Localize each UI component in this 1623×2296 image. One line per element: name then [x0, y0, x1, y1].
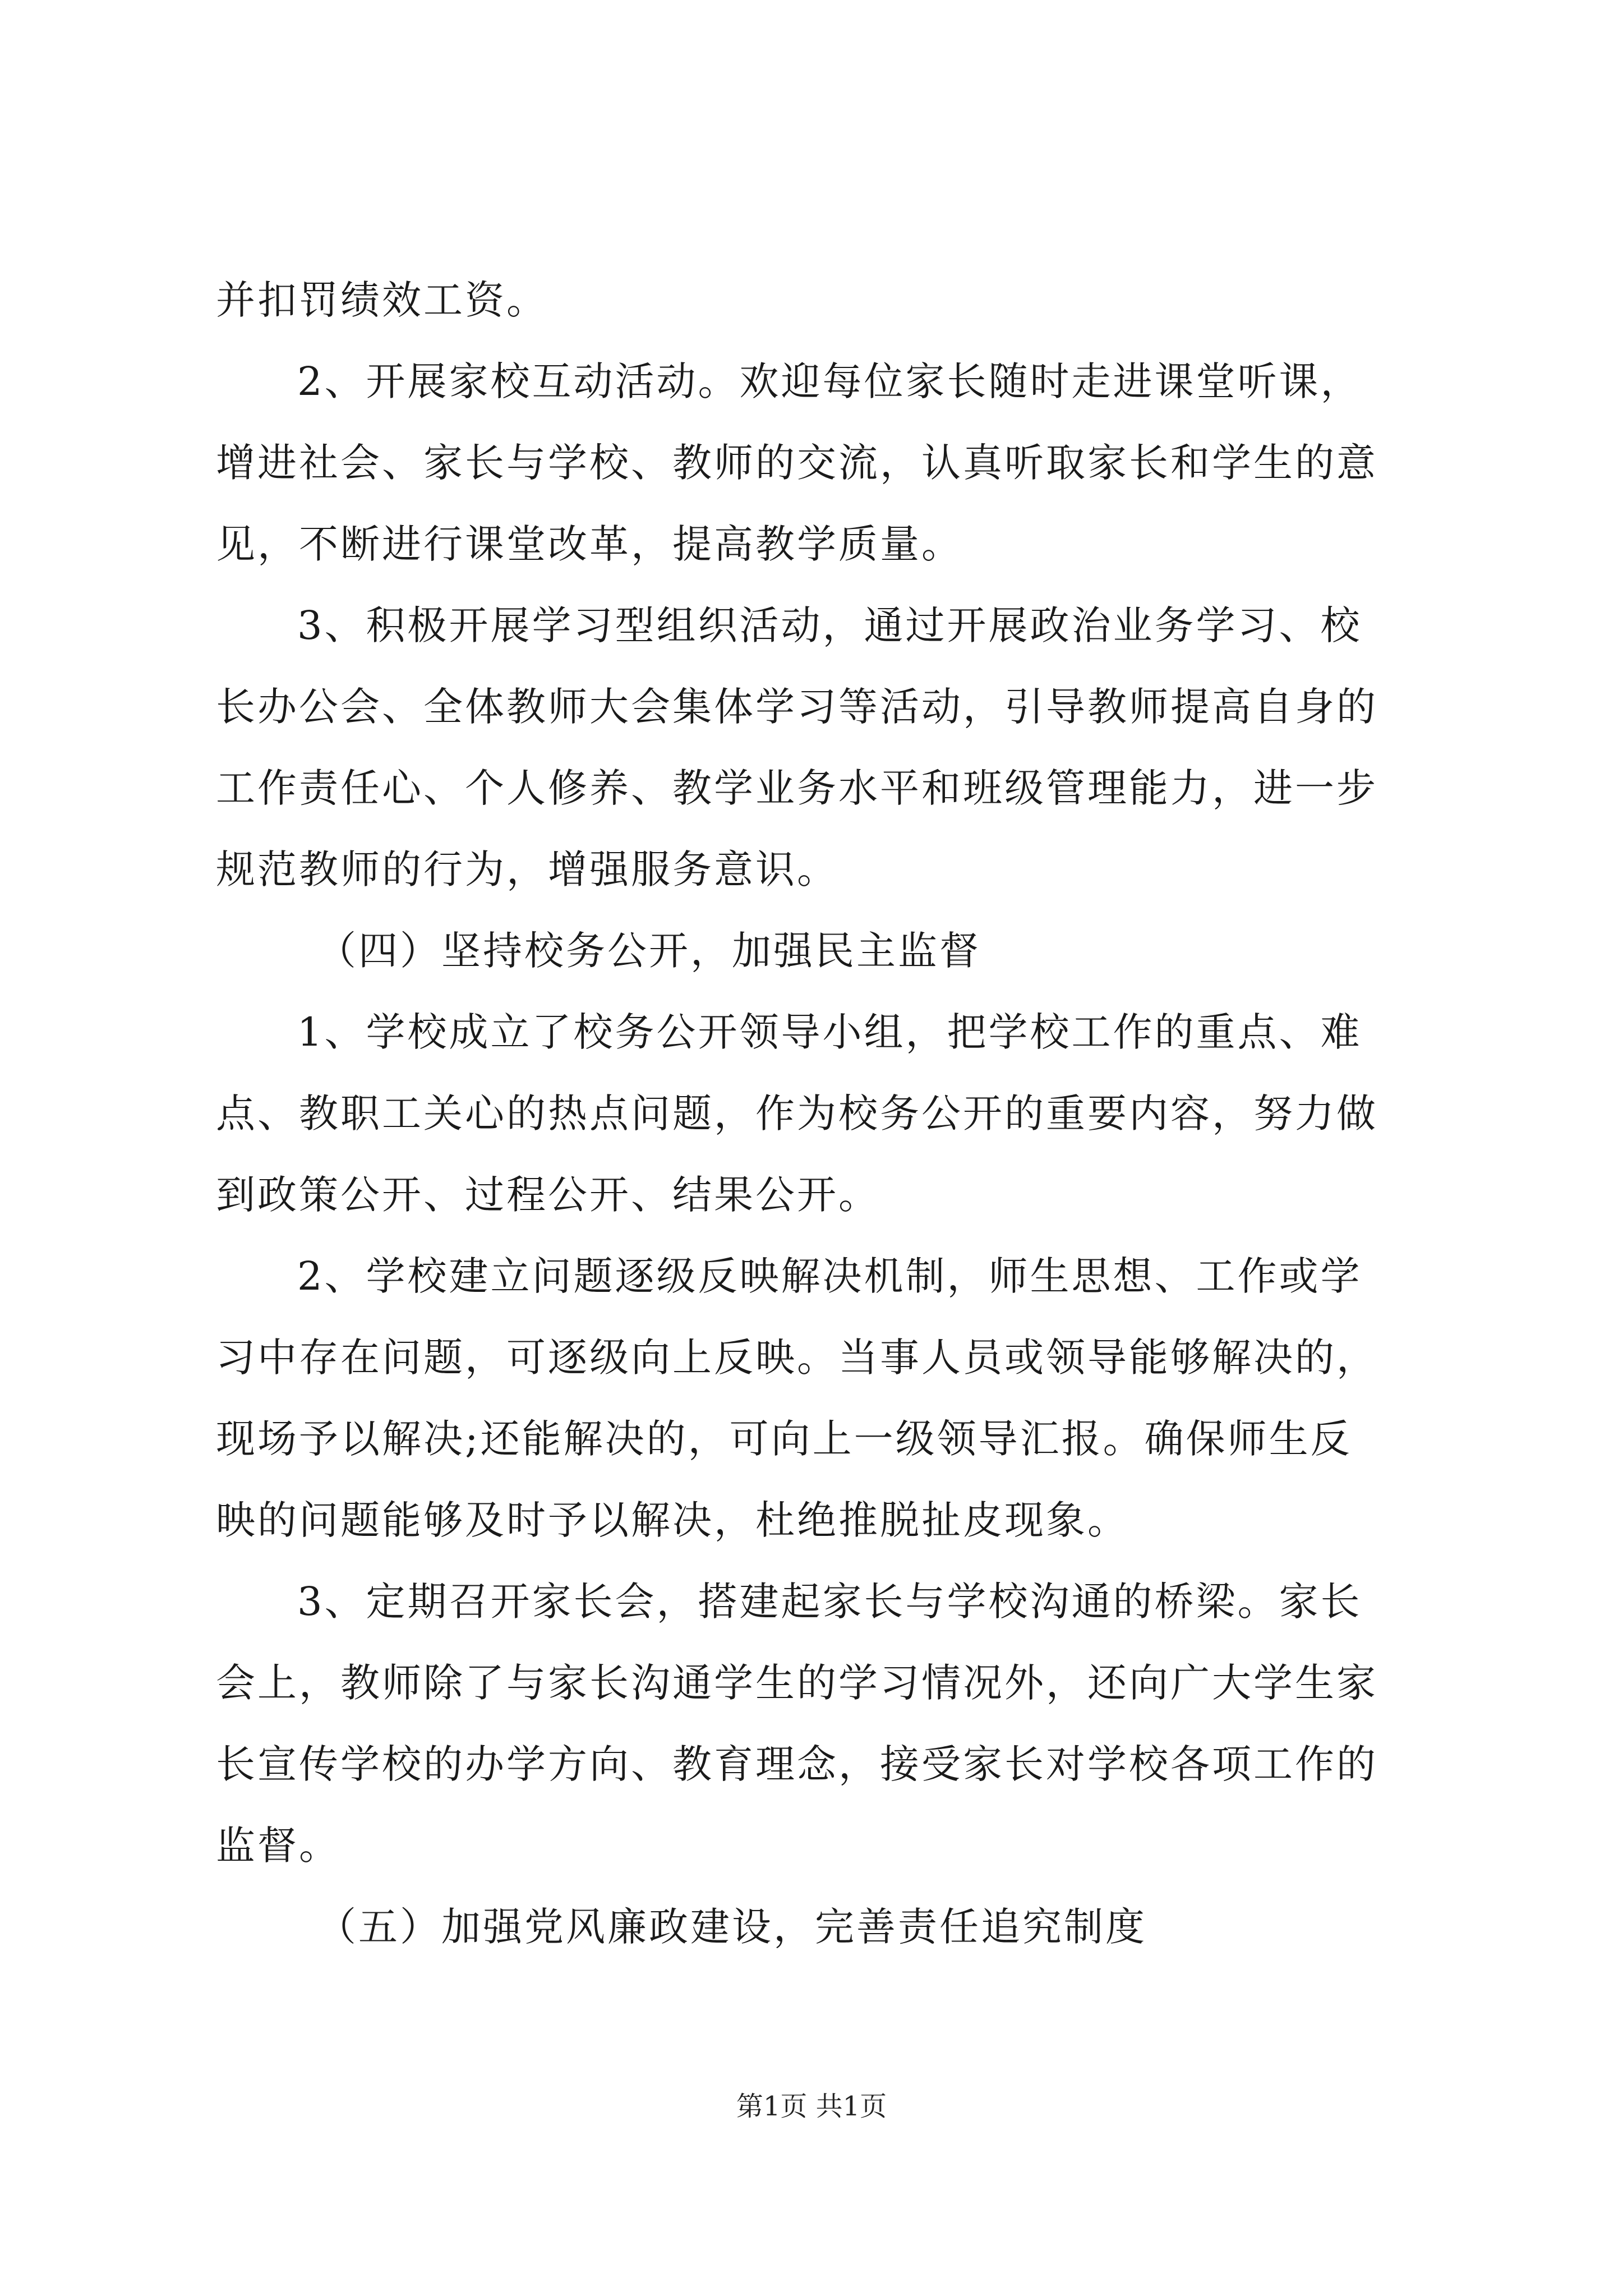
paragraph-start: 3、积极开展学习型组织活动，通过开展政治业务学习、校 — [297, 602, 1362, 648]
section-heading: （四）坚持校务公开，加强民主监督 — [317, 928, 981, 974]
paragraph-start: 3、定期召开家长会，搭建起家长与学校沟通的桥梁。家长 — [297, 1579, 1362, 1625]
text-line: 长办公会、全体教师大会集体学习等活动，引导教师提高自身的 — [216, 684, 1378, 730]
text-line: 并扣罚绩效工资。 — [216, 277, 548, 323]
text-line: 工作责任心、个人修养、教学业务水平和班级管理能力，进一步 — [216, 765, 1378, 811]
text-line: 规范教师的行为，增强服务意识。 — [216, 846, 838, 892]
paragraph-start: 1、学校成立了校务公开领导小组，把学校工作的重点、难 — [297, 1009, 1362, 1055]
text-line: 现场予以解决;还能解决的，可向上一级领导汇报。确保师生反 — [216, 1416, 1352, 1462]
paragraph-start: 2、学校建立问题逐级反映解决机制，师生思想、工作或学 — [297, 1253, 1362, 1299]
text-line: 会上，教师除了与家长沟通学生的学习情况外，还向广大学生家 — [216, 1660, 1378, 1706]
text-line: 点、教职工关心的热点问题，作为校务公开的重要内容，努力做 — [216, 1091, 1378, 1137]
text-line: 映的问题能够及时予以解决，杜绝推脱扯皮现象。 — [216, 1497, 1129, 1543]
page-footer: 第1页 共1页 — [736, 2091, 887, 2122]
section-heading: （五）加强党风廉政建设，完善责任追究制度 — [317, 1904, 1147, 1950]
text-line: 增进社会、家长与学校、教师的交流，认真听取家长和学生的意 — [216, 440, 1378, 486]
text-line: 见，不断进行课堂改革，提高教学质量。 — [216, 521, 963, 567]
text-line: 习中存在问题，可逐级向上反映。当事人员或领导能够解决的， — [216, 1335, 1378, 1381]
text-line: 监督。 — [216, 1823, 340, 1869]
text-line: 到政策公开、过程公开、结果公开。 — [216, 1172, 880, 1218]
paragraph-start: 2、开展家校互动活动。欢迎每位家长随时走进课堂听课， — [297, 358, 1362, 404]
text-line: 长宣传学校的办学方向、教育理念，接受家长对学校各项工作的 — [216, 1741, 1378, 1787]
